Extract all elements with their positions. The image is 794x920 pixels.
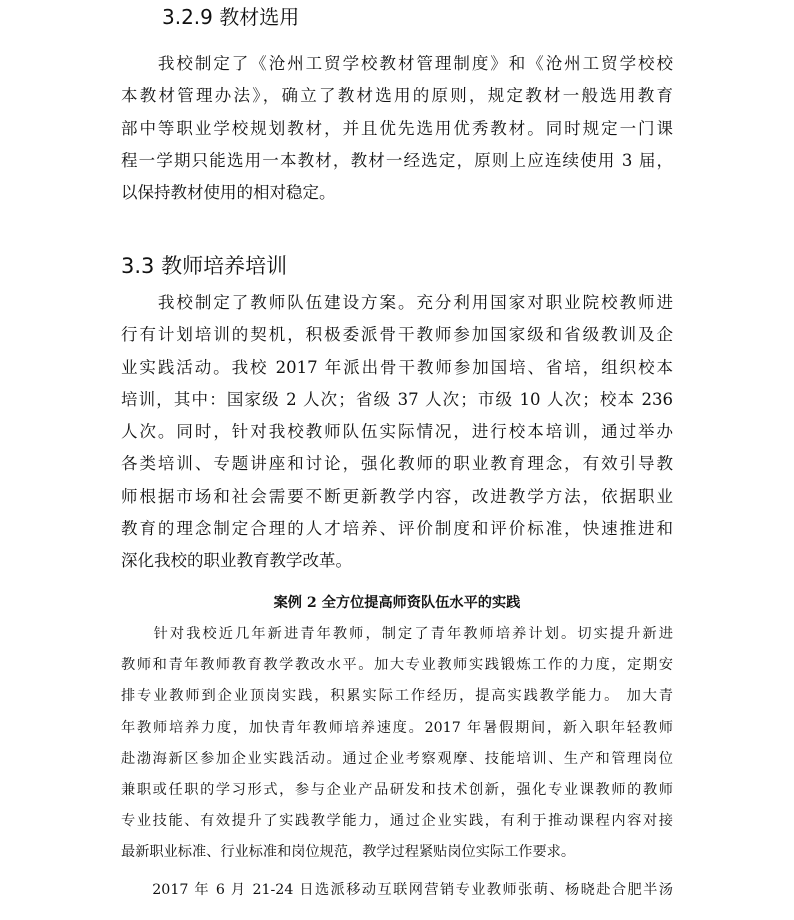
text-line: 教师和青年教师教育教学教改水平。加大专业教师实践锻炼工作的力度，定期安 [121, 657, 673, 674]
text-line: 排专业教师到企业顶岗实践，积累实际工作经历，提高实践教学能力。 加大青 [121, 688, 673, 705]
text-line: 最新职业标准、行业标准和岗位规范，教学过程紧贴岗位实际工作要求。 [121, 844, 576, 861]
text-line: 程一学期只能选用一本教材，教材一经选定，原则上应连续使用 3 届， [121, 150, 673, 170]
case-title: 案例 2 全方位提高师资队伍水平的实践 [273, 595, 521, 611]
text-line: 培训，其中：国家级 2 人次；省级 37 人次；市级 10 人次；校本 236 [121, 389, 673, 409]
text-line: 业实践活动。我校 2017 年派出骨干教师参加国培、省培，组织校本 [121, 357, 673, 377]
paragraph-textbook-selection [121, 48, 673, 209]
text-line: 人次。同时，针对我校教师队伍实际情况，进行校本培训，通过举办 [121, 422, 673, 442]
text-line: 年教师培养力度，加快青年教师培养速度。2017 年暑假期间，新入职年轻教师 [121, 719, 673, 736]
text-line: 2017 年 6 月 21-24 日选派移动互联网营销专业教师张萌、杨晓赴合肥半汤 [121, 882, 673, 898]
text-line: 赴渤海新区参加企业实践活动。通过企业考察观摩、技能培训、生产和管理岗位 [121, 750, 673, 767]
text-line: 以保持教材使用的相对稳定。 [121, 183, 336, 203]
text-line: 深化我校的职业教育教学改革。 [121, 551, 352, 571]
text-line: 部中等职业学校规划教材，并且优先选用优秀教材。同时规定一门课 [121, 118, 673, 138]
section-heading-3-3: 3.3 教师培养培训 [121, 254, 288, 278]
paragraph-teacher-training [121, 287, 673, 578]
text-line: 专业技能、有效提升了实践教学能力，通过企业实践，有利于推动课程内容对接 [121, 813, 673, 830]
text-line: 针对我校近几年新进青年教师，制定了青年教师培养计划。切实提升新进 [121, 626, 673, 642]
text-line: 我校制定了《沧州工贸学校教材管理制度》和《沧州工贸学校校 [121, 54, 673, 73]
text-line: 师根据市场和社会需要不断更新教学内容，改进教学方法，依据职业 [121, 486, 673, 506]
paragraph-case-2-continued [121, 875, 673, 906]
text-line: 兼职或任职的学习形式，参与企业产品研发和技术创新，强化专业课教师的教师 [121, 782, 673, 799]
text-line: 本教材管理办法》，确立了教材选用的原则，规定教材一般选用教育 [121, 86, 673, 106]
text-line: 行有计划培训的契机，积极委派骨干教师参加国家级和省级教训及企 [121, 325, 673, 345]
text-line: 教育的理念制定合理的人才培养、评价制度和评价标准，快速推进和 [121, 519, 673, 539]
paragraph-case-2 [121, 619, 673, 869]
text-line: 我校制定了教师队伍建设方案。充分利用国家对职业院校教师进 [121, 293, 673, 312]
text-line: 各类培训、专题讲座和讨论，强化教师的职业教育理念，有效引导教 [121, 454, 673, 474]
section-heading-3-2-9: 3.2.9 教材选用 [162, 5, 300, 29]
